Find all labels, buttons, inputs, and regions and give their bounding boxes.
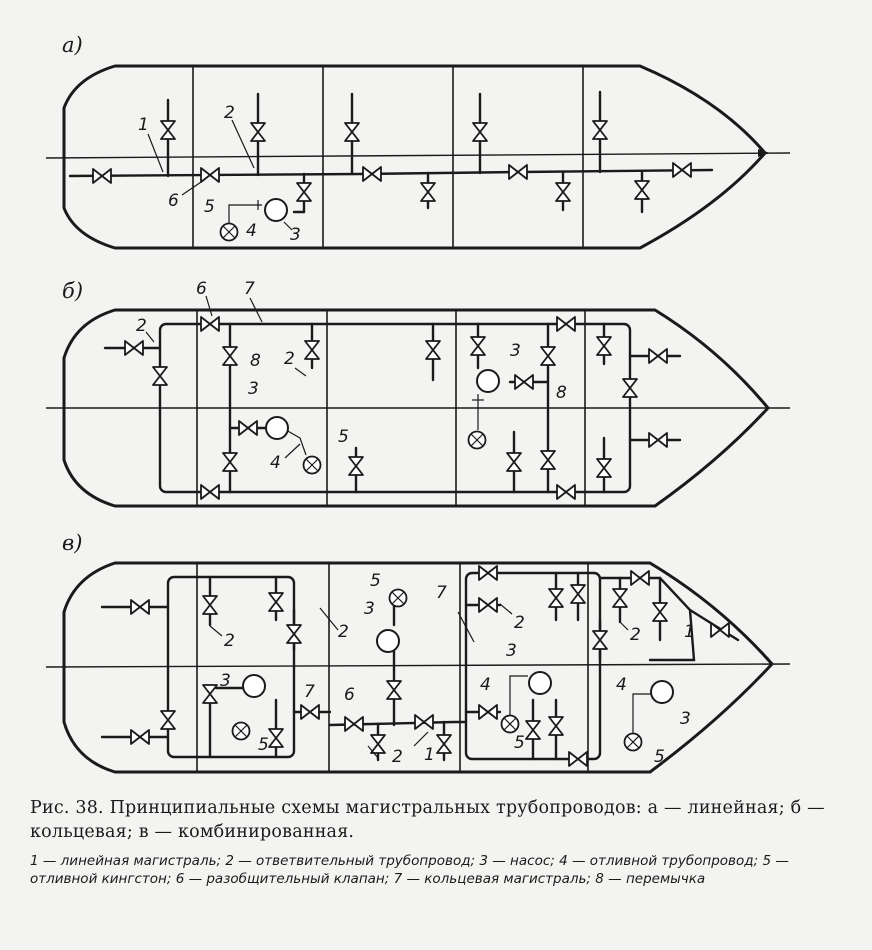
caption-text: Принципиальные схемы магистральных трубопроводов: а — линейная; б — кольцевая; в — комбинированная. (30, 798, 825, 842)
callout-b-5: 5 (338, 427, 349, 447)
callout-c-5b: 5 (514, 733, 525, 753)
callout-a-4: 4 (246, 221, 257, 241)
callout-a-2: 2 (224, 103, 235, 123)
callout-c-7b: 7 (304, 682, 315, 702)
callout-b-8b: 8 (556, 383, 567, 403)
callout-c-1b: 1 (684, 622, 695, 642)
callout-a-3: 3 (290, 225, 301, 245)
callout-c-2b: 2 (338, 622, 349, 642)
callout-b-6: 6 (196, 279, 207, 299)
callout-b-2: 2 (136, 316, 147, 336)
callout-c-5c: 5 (258, 735, 269, 755)
callout-c-4: 4 (480, 675, 491, 695)
callout-a-1: 1 (138, 115, 149, 135)
callout-c-2: 2 (224, 631, 235, 651)
panel-b-ring-scheme (46, 279, 790, 506)
callout-a-6: 6 (168, 191, 179, 211)
panel-c-combined-scheme (46, 531, 790, 772)
callout-c-1: 1 (424, 745, 435, 765)
callout-c-2c: 2 (514, 613, 525, 633)
figure-caption (30, 796, 850, 844)
caption-label: Рис. 38. (30, 798, 104, 818)
callout-b-2b: 2 (284, 349, 295, 369)
callout-b-7: 7 (244, 279, 255, 299)
callout-c-3b: 3 (506, 641, 517, 661)
callout-c-2d: 2 (392, 747, 403, 767)
panel-a-label: а) (62, 33, 83, 57)
callout-c-3d: 3 (680, 709, 691, 729)
callout-b-3: 3 (248, 379, 259, 399)
callout-b-3b: 3 (510, 341, 521, 361)
pump-icon (265, 199, 287, 221)
figure-legend: 1 — линейная магистраль; 2 — ответвительный трубопровод; 3 — насос; 4 — отливной трубопровод; 5 — отливной кингстон; 6 — разобщительный клапан; 7 — кольцевая магистраль; 8 — перемычка (30, 853, 789, 887)
hull-c (64, 563, 772, 772)
centerline-c (46, 664, 790, 667)
callout-c-3c: 3 (220, 671, 231, 691)
callout-c-4b: 4 (616, 675, 627, 695)
linear-main-a (70, 170, 712, 176)
callout-b-8: 8 (250, 351, 261, 371)
callout-b-4: 4 (270, 453, 281, 473)
panel-c-label: в) (62, 531, 83, 555)
callout-a-5: 5 (204, 197, 215, 217)
callout-c-7: 7 (436, 583, 447, 603)
callout-c-2e: 2 (630, 625, 641, 645)
panel-b-label: б) (62, 279, 84, 303)
callout-c-5: 5 (370, 571, 381, 591)
callout-c-6: 6 (344, 685, 355, 705)
callout-c-5d: 5 (654, 747, 665, 767)
callout-c-3: 3 (364, 599, 375, 619)
kingston-icon (221, 224, 238, 241)
panel-a-linear-scheme (46, 33, 790, 248)
